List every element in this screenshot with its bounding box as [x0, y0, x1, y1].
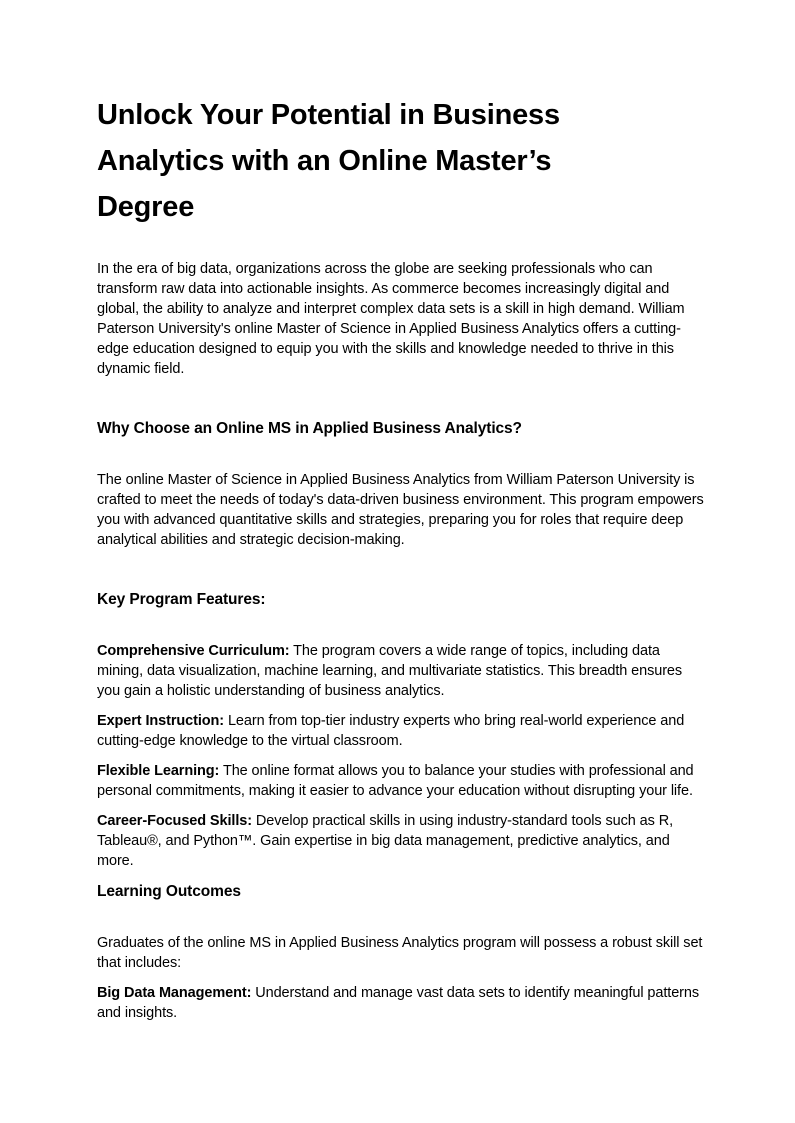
feature-lead: Flexible Learning:: [97, 763, 220, 779]
feature-item-flexible-learning: [97, 761, 709, 801]
feature-item-comprehensive-curriculum: [97, 641, 709, 701]
outcome-text: Understand and manage vast data sets to identify meaningful patterns and insights.: [97, 985, 700, 1021]
section-heading-key-features: Key Program Features:: [97, 591, 266, 608]
feature-item-expert-instruction: [97, 711, 709, 751]
feature-lead: Comprehensive Curriculum:: [97, 643, 290, 659]
feature-lead: Career-Focused Skills:: [97, 813, 252, 829]
feature-text: The online format allows you to balance your studies with professional and personal commitments, making it easier to advance your education without disrupting your life.: [97, 763, 694, 799]
section-heading-why-choose: Why Choose an Online MS in Applied Business Analytics?: [97, 420, 522, 437]
outcome-item-big-data-management: [97, 983, 709, 1023]
feature-text: Learn from top-tier industry experts who bring real-world experience and cutting-edge knowledge to the virtual classroom.: [97, 713, 685, 749]
outcome-lead: Big Data Management:: [97, 985, 252, 1001]
section-heading-learning-outcomes: Learning Outcomes: [97, 883, 241, 900]
learning-outcomes-intro: Graduates of the online MS in Applied Business Analytics program will possess a robust skill set that includes:: [97, 935, 703, 971]
document-title-line-3: Degree: [97, 191, 195, 223]
feature-text: The program covers a wide range of topics, including data mining, data visualization, machine learning, and multivariate statistics. This breadth ensures you gain a holistic understanding of business analytics.: [97, 643, 683, 699]
feature-item-career-focused-skills: [97, 811, 709, 871]
intro-paragraph: In the era of big data, organizations across the globe are seeking professionals who can transform raw data into actionable insights. As commerce becomes increasingly digital and global, the ability to analyze and interpret complex data sets is a skill in high demand. William Paterson University's online Master of Science in Applied Business Analytics offers a cutting-edge education designed to equip you with the skills and knowledge needed to thrive in this dynamic field.: [97, 261, 685, 377]
document-title: [97, 92, 709, 230]
feature-text: Develop practical skills in using industry-standard tools such as R, Tableau®, and Python™. Gain expertise in big data management, predictive analytics, and more.: [97, 813, 673, 869]
document-title-line-2: Analytics with an Online Master’s: [97, 145, 552, 177]
why-choose-paragraph: The online Master of Science in Applied Business Analytics from William Paterson University is crafted to meet the needs of today's data-driven business environment. This program empowers you with advanced quantitative skills and strategies, preparing you for roles that require deep analytical abilities and strategic decision-making.: [97, 472, 704, 548]
document-title-line-1: Unlock Your Potential in Business: [97, 99, 560, 131]
feature-lead: Expert Instruction:: [97, 713, 225, 729]
